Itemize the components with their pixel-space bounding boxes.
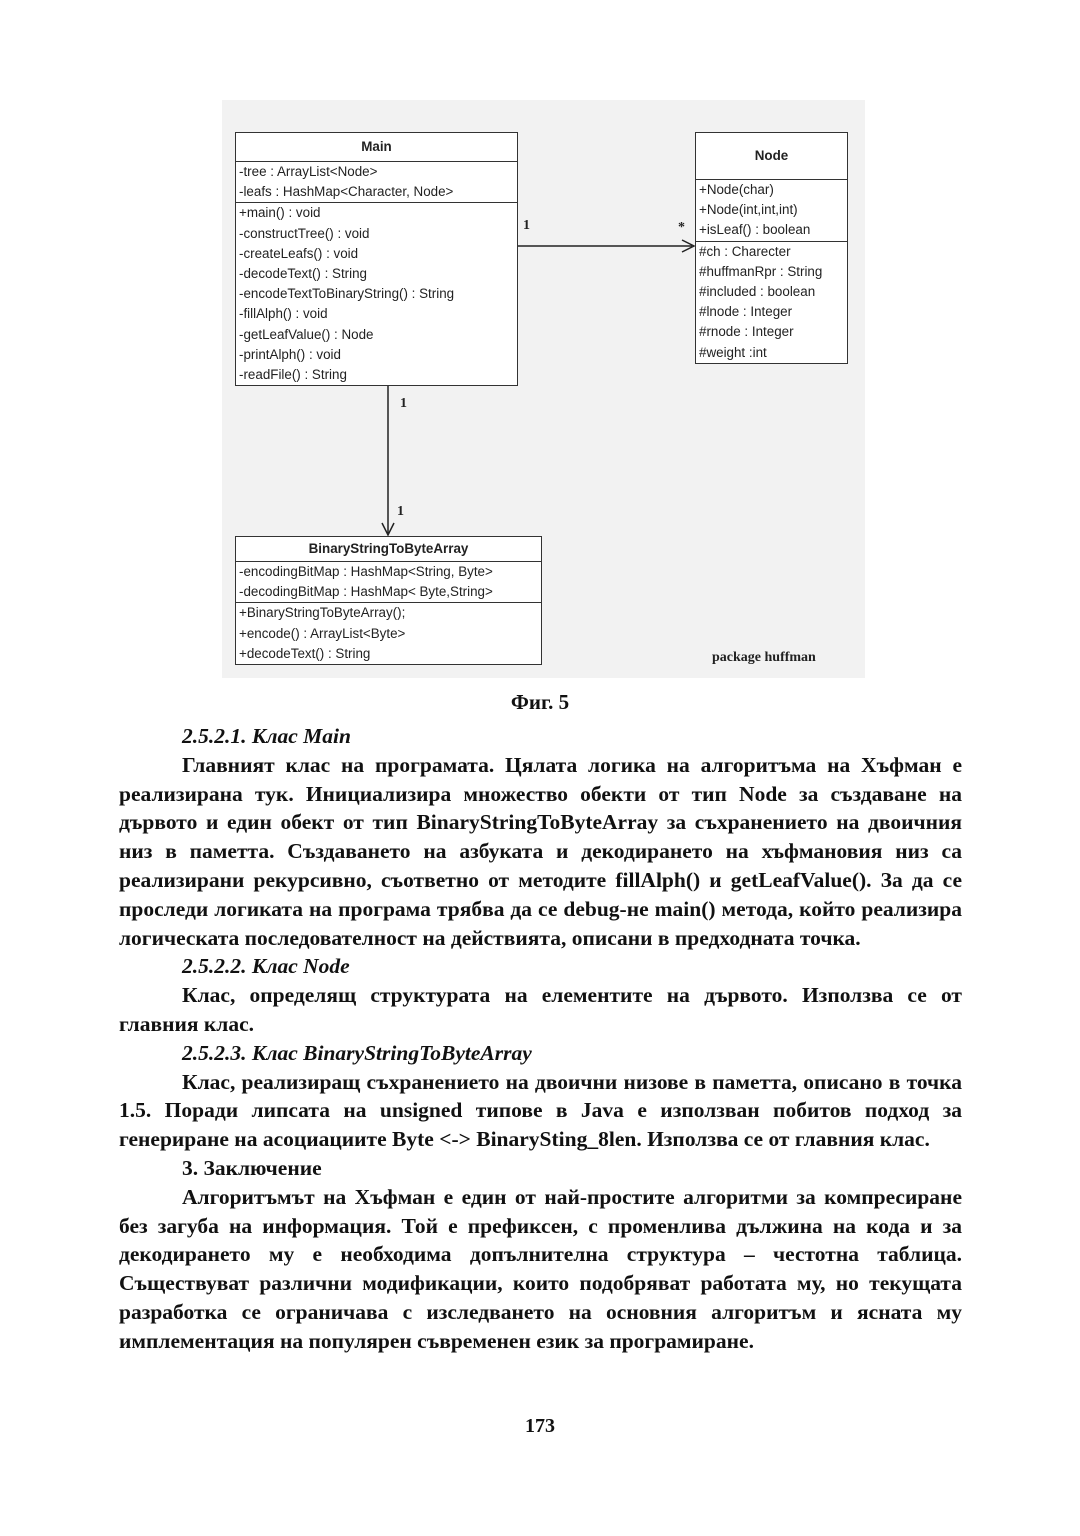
section-paragraph-node: Клас, определящ структурата на елементите на дървото. Използва се от главния клас.	[119, 983, 962, 1036]
attribute: #lnode : Integer	[699, 304, 793, 320]
class-binary-name: BinaryStringToByteArray	[236, 537, 541, 562]
attribute: -decodingBitMap : HashMap< Byte,String>	[239, 584, 493, 600]
method: +BinaryStringToByteArray();	[239, 605, 406, 621]
attribute: #ch : Charecter	[699, 243, 791, 259]
class-node-attributes	[696, 242, 847, 363]
uml-class-diagram	[222, 100, 865, 678]
method: -readFile() : String	[239, 366, 347, 382]
body-text	[119, 722, 962, 1356]
attribute: #huffmanRpr : String	[699, 263, 823, 279]
section-heading-binary: 2.5.2.3. Клас BinaryStringToByteArray	[182, 1040, 532, 1065]
method: +Node(int,int,int)	[699, 202, 798, 218]
class-main-attributes	[236, 162, 517, 203]
method: -constructTree() : void	[239, 225, 370, 241]
section-paragraph-conclusion: Алгоритъмът на Хъфман е един от най-простите алгоритми за компресиране без загуба на информация. Той е префиксен, с променлива дължина на кода и за декодирането му е необходима допълнителна структура – честотна таблица. Съществуват различни модификации, които подобряват работата му, но текущата разработка се ограничава с изследването на основния алгоритъм и ясната му имплементация на популярен съвременен език за програмиране.	[119, 1184, 962, 1353]
multiplicity-main-binary-source: 1	[400, 396, 407, 411]
class-main-name: Main	[236, 133, 517, 162]
multiplicity-main-node-source: 1	[523, 218, 530, 233]
page-number: 173	[525, 1415, 555, 1437]
section-heading-node: 2.5.2.2. Клас Node	[182, 954, 350, 979]
section-heading-conclusion: 3. Заключение	[182, 1155, 322, 1180]
multiplicity-main-node-target: *	[678, 220, 685, 235]
method: -printAlph() : void	[239, 346, 341, 362]
multiplicity-main-binary-target: 1	[397, 504, 404, 519]
method: +main() : void	[239, 205, 321, 221]
method: +decodeText() : String	[239, 645, 371, 661]
method: -createLeafs() : void	[239, 245, 359, 261]
attribute: -leafs : HashMap<Character, Node>	[239, 184, 454, 200]
method: +isLeaf() : boolean	[699, 222, 811, 238]
attribute: #rnode : Integer	[699, 324, 794, 340]
class-node-methods	[696, 180, 847, 242]
section-heading-main: 2.5.2.1. Клас Main	[182, 724, 351, 748]
class-node-name: Node	[696, 133, 847, 180]
method: -decodeText() : String	[239, 265, 368, 281]
method: -getLeafValue() : Node	[239, 326, 374, 342]
class-main-methods	[236, 203, 517, 385]
section-paragraph-binary: Клас, реализиращ съхранението на двоични низове в паметта, описано в точка 1.5. Поради липсата на unsigned типове в Java е използван побитов подход за генериране на асоциациите Byte <-> BinarySting_8len. Използва се от главния клас.	[119, 1069, 962, 1152]
attribute: #included : boolean	[699, 283, 816, 299]
class-node	[695, 132, 848, 364]
attribute: #weight :int	[699, 344, 767, 360]
method: -encodeTextToBinaryString() : String	[239, 286, 455, 302]
method: +encode() : ArrayList<Byte>	[239, 625, 406, 641]
attribute: -encodingBitMap : HashMap<String, Byte>	[239, 564, 493, 579]
section-paragraph-main: Главният клас на програмата. Цялата логика на алгоритъма на Хъфман е реализирана тук. Инициализира множество обекти от тип Node за създаване на дървото и един обект от тип BinaryStringToByteArray за съхранението на двоичния низ в паметта. Създаването на азбуката и декодирането на хъфмановия низ са реализирани рекурсивно, съответно от методите fillAlph() и getLeafValue(). За да се проследи логиката на програма трябва да се debug-не main() метода, който реализира логическата последователност на действията, описани в предходната точка.	[119, 752, 962, 950]
class-main	[235, 132, 518, 386]
figure-caption: Фиг. 5	[510, 690, 570, 714]
class-binary-attributes	[236, 562, 541, 603]
method: -fillAlph() : void	[239, 306, 328, 322]
method: +Node(char)	[699, 182, 774, 197]
class-binary-string-to-byte-array	[235, 536, 542, 665]
attribute: -tree : ArrayList<Node>	[239, 164, 378, 179]
class-binary-methods	[236, 603, 541, 664]
package-label: package huffman	[712, 650, 816, 665]
